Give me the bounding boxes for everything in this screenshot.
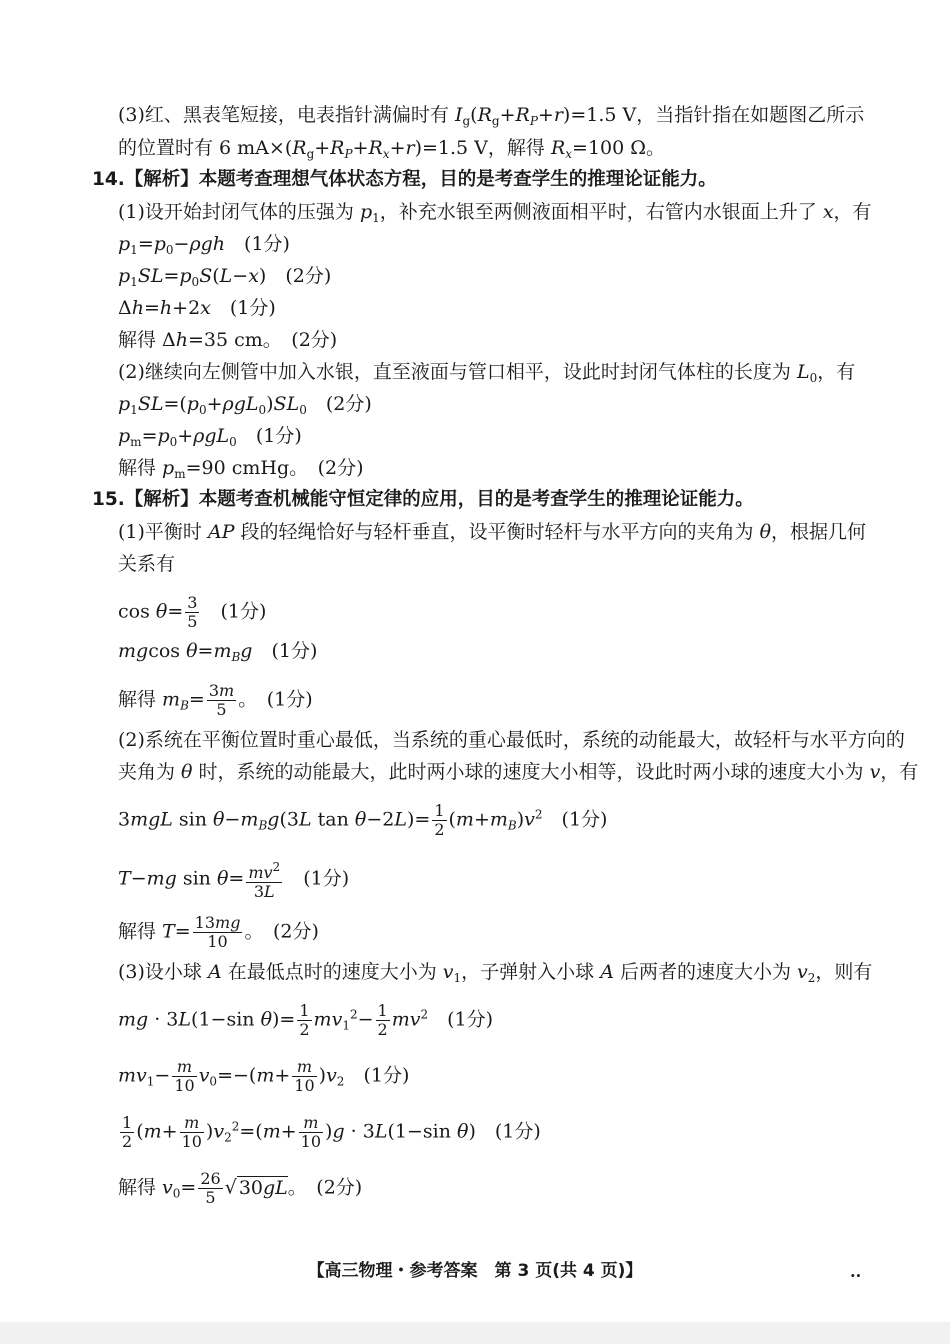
equation-line: $p_1SL=(p_0+\rho gL_0)SL_0$ (2分)	[118, 393, 372, 417]
equation-line: Δh=h+2x (1分)	[118, 297, 276, 319]
equation-line: $\frac{1}{2}$ (m+ $\frac{m}{10}$ )$v_2^2=(m+$ $\frac{m}{10}$ )g · 3L(1−sin θ) (1分)	[122, 1113, 541, 1151]
equation-line: mgcos $\theta=m_Bg$ (1分)	[118, 640, 318, 664]
corner-mark: ..	[850, 1262, 862, 1281]
section-heading-15: 15.【解析】本题考查机械能守恒定律的应用，目的是考查学生的推理论证能力。	[92, 489, 754, 510]
result-line: 解得 Δh=35 cm。 (2分)	[118, 329, 338, 351]
text-line: 夹角为 θ 时，系统的动能最大，此时两小球的速度大小相等，设此时两小球的速度大小为 v，有	[118, 761, 919, 783]
text-line: 关系有	[118, 553, 176, 575]
page-footer: 【高三物理・参考答案 第 3 页(共 4 页)】	[307, 1261, 643, 1281]
equation-line: $mv_1-$ $\frac{m}{10}$ $v_0=-(m+$ $\frac{m}{10}$ )$v_2$ (1分)	[118, 1057, 410, 1095]
equation-line: cos θ= $\frac{3}{5}$ (1分)	[118, 593, 267, 631]
text-line: 的位置时有 6 $mA\times(R_g+R_P+R_x+r)=1.5$ V，解得 $R_x=100$ Ω。	[118, 137, 666, 161]
text-line: (2)继续向左侧管中加入水银，直至液面与管口相平，设此时封闭气体柱的长度为 $L_0$，有	[118, 361, 856, 385]
text-line: (3)红、黑表笔短接，电表指针满偏时有 $I_g(R_g+R_P+r)=1.5$ V，当指针指在如题图乙所示	[118, 104, 865, 128]
equation-line: $p_1SL=p_0S(L-x)$ (2分)	[118, 265, 332, 289]
text-line: (1)平衡时 AP 段的轻绳恰好与轻杆垂直，设平衡时轻杆与水平方向的夹角为 θ，根据几何	[118, 521, 867, 543]
text-line: (3)设小球 A 在最低点时的速度大小为 $v_1$，子弹射入小球 A 后两者的速度大小为 $v_2$，则有	[118, 961, 873, 985]
text-line: (1)设开始封闭气体的压强为 $p_1$，补充水银至两侧液面相平时，右管内水银面上升了 x，有	[118, 201, 872, 225]
equation-line: $p_1=p_0-\rho gh$ (1分)	[118, 233, 290, 257]
result-line: 解得 T= $\frac{13mg}{10}$ 。 (2分)	[118, 913, 319, 951]
scan-bottom-band	[0, 1322, 950, 1344]
text-line: (2)系统在平衡位置时重心最低，当系统的重心最低时，系统的动能最大，故轻杆与水平方向的	[118, 729, 905, 751]
result-line: 解得 $m_B=$ $\frac{3m}{5}$ 。 (1分)	[118, 681, 313, 719]
equation-line: mg · 3L(1−sin θ)= $\frac{1}{2}$ $mv_1^2-$ $\frac{1}{2}$ $mv^2$ (1分)	[118, 1001, 494, 1039]
equation-line: T−mg sin θ= $\frac{mv^2}{3L}$ (1分)	[118, 860, 350, 901]
equation-line: $p_m=p_0+\rho gL_0$ (1分)	[118, 425, 302, 449]
result-line: 解得 $v_0=$ $\frac{26}{5}$ √ 30gL。 (2分)	[118, 1169, 363, 1207]
equation-line: 3mgL $\sin \theta-m_Bg(3L$ tan θ−2L)= $\frac{1}{2}$ $(m+m_B)v^2$ (1分)	[118, 801, 608, 839]
section-heading-14: 14.【解析】本题考查理想气体状态方程，目的是考查学生的推理论证能力。	[92, 169, 717, 190]
result-line: 解得 $p_m=90$ cmHg。 (2分)	[118, 457, 364, 481]
